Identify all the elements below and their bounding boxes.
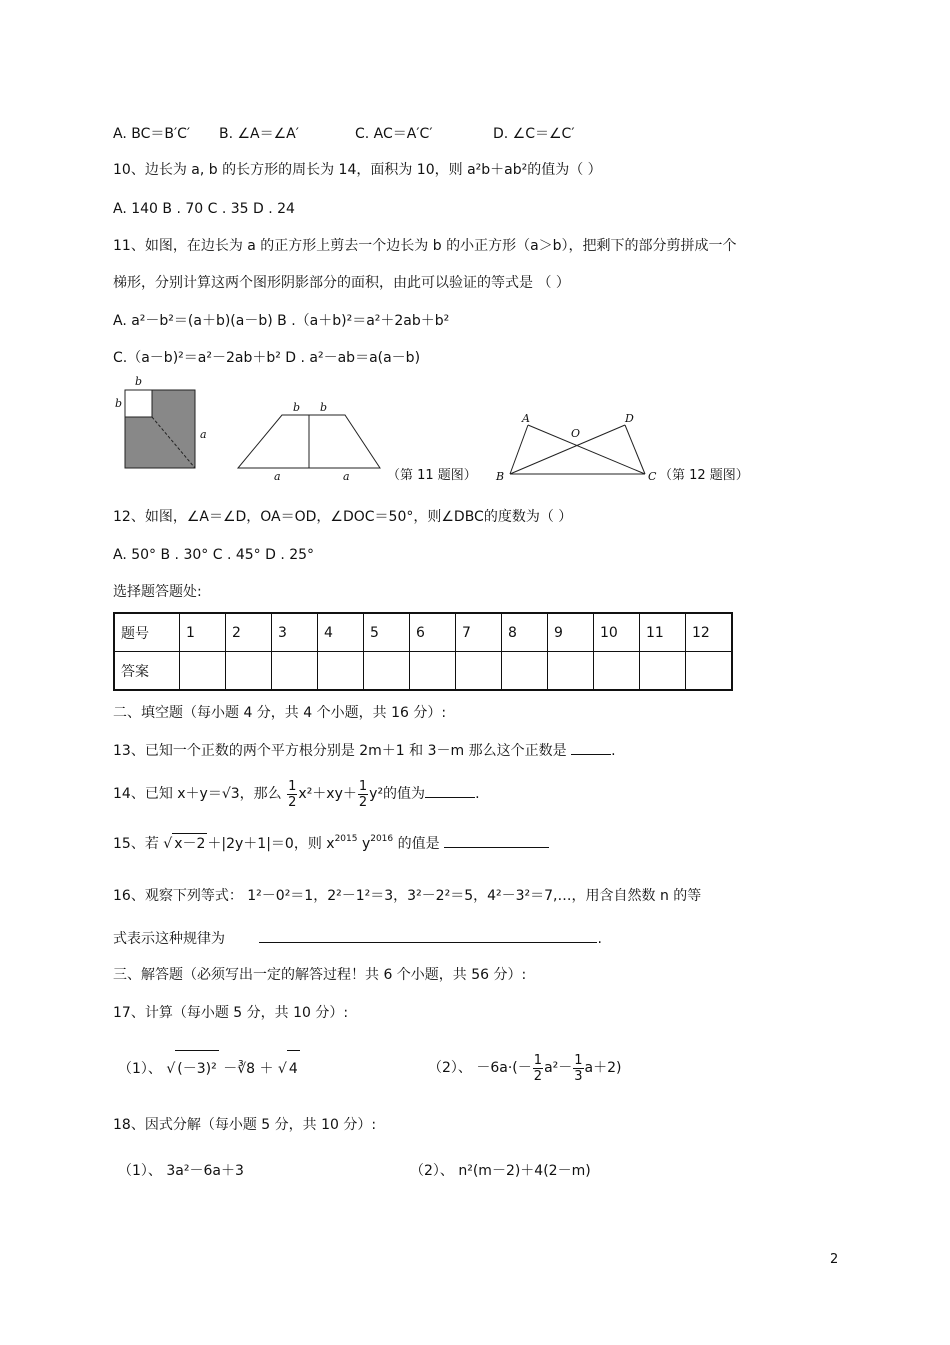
label-trap-b1: b <box>293 401 301 414</box>
table-num: 1 <box>180 613 226 652</box>
caption-fig-12: （第 12 题图） <box>659 468 749 483</box>
q9-option-d: D. ∠C＝∠C′ <box>493 126 575 142</box>
label-A: A <box>522 412 530 425</box>
question-11-line1: 11、如图，在边长为 a 的正方形上剪去一个边长为 b 的小正方形（a＞b），把剩下的部分剪拼成一个 <box>113 238 737 254</box>
section-3-heading: 三、解答题（必须写出一定的解答过程！共 6 个小题，共 56 分）: <box>113 967 527 983</box>
table-num: 4 <box>318 613 364 652</box>
table-num: 10 <box>594 613 640 652</box>
label-a-right: a <box>200 428 207 441</box>
answer-table <box>113 612 733 691</box>
question-16-line1: 16、观察下列等式： 1²－0²＝1，2²－1²＝3，3²－2²＝5，4²－3²＝7,…，用含自然数 n 的等 <box>113 888 702 904</box>
answer-cell[interactable] <box>272 652 318 691</box>
label-D: D <box>625 412 634 425</box>
label-trap-a2: a <box>343 470 350 483</box>
question-14: 14、已知 x＋y＝√3，那么 $\frac{1}{2}$ x²＋xy＋ $\frac{1}{2}$ y²的值为 . <box>113 778 480 810</box>
answer-cell[interactable] <box>456 652 502 691</box>
question-12: 12、如图，∠A＝∠D，OA＝OD，∠DOC＝50°，则∠DBC的度数为（ ） <box>113 509 573 525</box>
q11-options-cd: C.（a－b)²＝a²－2ab＋b² D . a²－ab＝a(a－b) <box>113 350 421 366</box>
label-b-left: b <box>115 397 123 410</box>
label-b-top: b <box>135 375 143 388</box>
q14-answer-blank[interactable] <box>425 783 475 798</box>
label-C: C <box>648 470 657 483</box>
label-trap-b2: b <box>320 401 328 414</box>
answer-cell[interactable] <box>318 652 364 691</box>
label-B: B <box>496 470 505 483</box>
answer-area-label: 选择题答题处: <box>113 584 202 600</box>
question-16-line2: 式表示这种规律为 . <box>113 928 602 949</box>
table-num: 5 <box>364 613 410 652</box>
fraction-half: $\frac{1}{2}$ <box>358 778 368 810</box>
table-num: 7 <box>456 613 502 652</box>
answer-table-answer-row <box>114 652 732 691</box>
fraction-third: $\frac{1}{3}$ <box>574 1052 583 1084</box>
figure-11-12 <box>110 372 790 492</box>
q15-answer-blank[interactable] <box>444 833 549 848</box>
q17-part-2: （2）、 －6a·(－ $\frac{1}{2}$ a²－ $\frac{1}{3}$ a＋2) <box>428 1052 622 1084</box>
question-17: 17、计算（每小题 5 分，共 10 分）: <box>113 1005 349 1021</box>
answer-cell[interactable] <box>686 652 733 691</box>
answer-cell[interactable] <box>364 652 410 691</box>
table-num: 3 <box>272 613 318 652</box>
table-num: 12 <box>686 613 733 652</box>
answer-cell[interactable] <box>548 652 594 691</box>
q18-part-2: （2）、 n²(m－2)＋4(2－m) <box>410 1163 591 1179</box>
table-head-answer: 答案 <box>114 652 180 691</box>
section-2-heading: 二、填空题（每小题 4 分，共 4 个小题，共 16 分）: <box>113 705 447 721</box>
question-11-line2: 梯形，分别计算这两个图形阴影部分的面积，由此可以验证的等式是 （ ） <box>113 275 570 291</box>
q9-option-b: B. ∠A＝∠A′ <box>219 126 299 142</box>
q17-part-1: （1）、 √ (－3)² －∛8 ＋ √ 4 <box>118 1050 300 1087</box>
q13-answer-blank[interactable] <box>571 740 611 755</box>
q11-options-ab: A. a²－b²＝(a＋b)(a－b) B .（a＋b)²＝a²＋2ab＋b² <box>113 313 450 329</box>
answer-cell[interactable] <box>640 652 686 691</box>
answer-cell[interactable] <box>594 652 640 691</box>
table-num: 2 <box>226 613 272 652</box>
q9-option-c: C. AC＝A′C′ <box>355 126 433 142</box>
q10-options: A. 140 B . 70 C . 35 D . 24 <box>113 201 295 217</box>
caption-fig-11: （第 11 题图） <box>387 468 477 483</box>
table-head-number: 题号 <box>114 613 180 652</box>
fraction-half: $\frac{1}{2}$ <box>288 778 297 810</box>
table-num: 11 <box>640 613 686 652</box>
q16-answer-blank[interactable] <box>259 928 597 943</box>
label-O: O <box>571 427 581 440</box>
question-13: 13、已知一个正数的两个平方根分别是 2m＋1 和 3－m 那么这个正数是 . <box>113 740 616 761</box>
page-number: 2 <box>830 1252 839 1267</box>
table-num: 6 <box>410 613 456 652</box>
answer-table-header-row <box>114 613 732 652</box>
q12-options: A. 50° B . 30° C . 45° D . 25° <box>113 547 315 563</box>
label-trap-a1: a <box>274 470 281 483</box>
answer-cell[interactable] <box>226 652 272 691</box>
q18-part-1: （1）、 3a²－6a＋3 <box>118 1163 244 1179</box>
question-15: 15、若 √ x－2 ＋|2y＋1|＝0，则 $x^{2015}$ $y^{2016}$ 的值是 <box>113 833 549 854</box>
table-num: 8 <box>502 613 548 652</box>
fraction-half: $\frac{1}{2}$ <box>533 1052 543 1084</box>
table-num: 9 <box>548 613 594 652</box>
answer-cell[interactable] <box>502 652 548 691</box>
answer-cell[interactable] <box>180 652 226 691</box>
answer-cell[interactable] <box>410 652 456 691</box>
question-18: 18、因式分解（每小题 5 分，共 10 分）: <box>113 1117 377 1133</box>
question-10: 10、边长为 a, b 的长方形的周长为 14，面积为 10，则 a²b＋ab²的值为（ ） <box>113 162 602 178</box>
q9-option-a: A. BC＝B′C′ <box>113 126 191 142</box>
